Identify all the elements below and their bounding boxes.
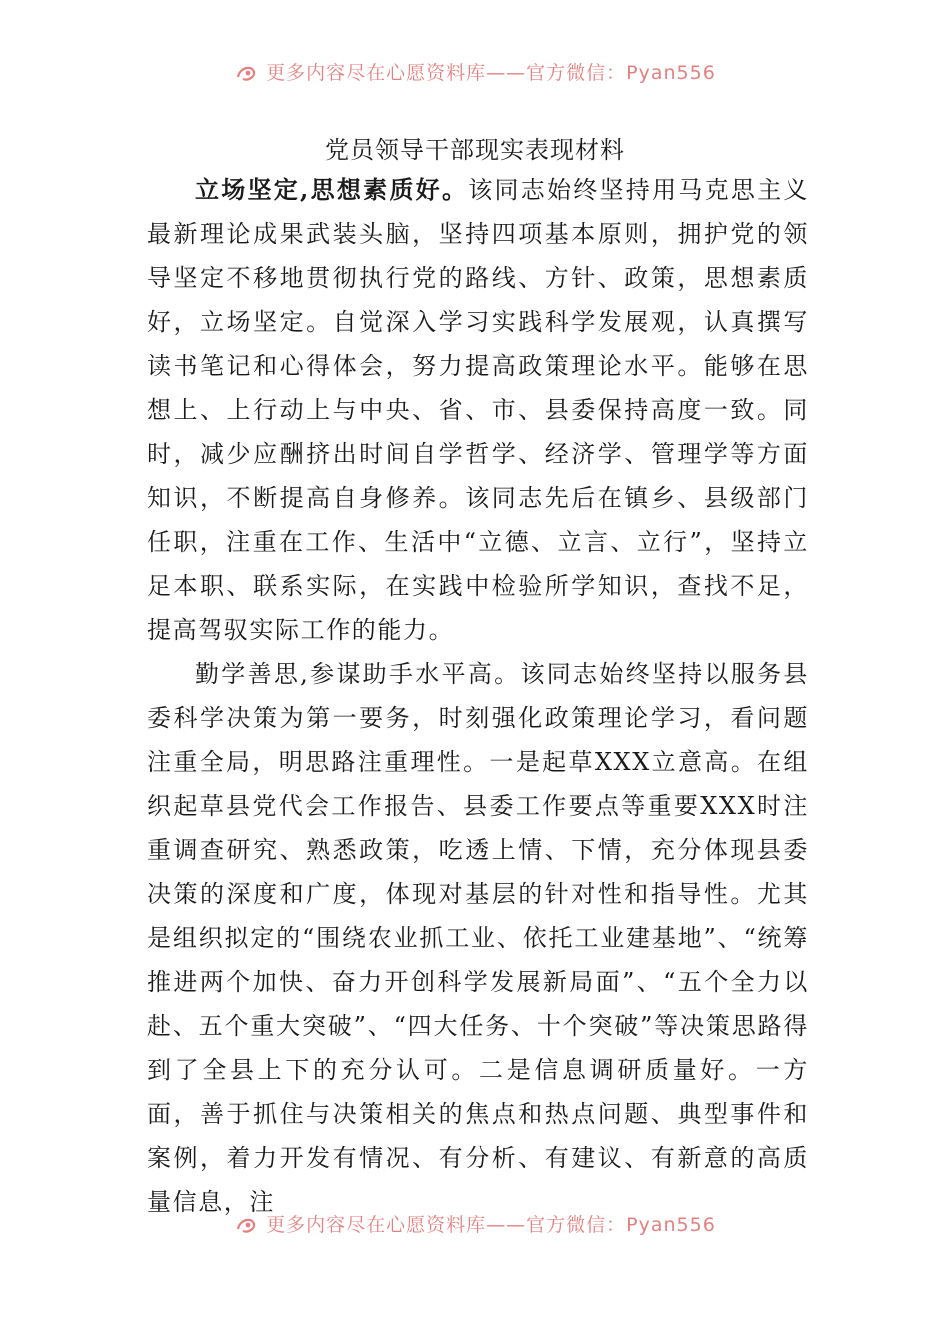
paragraph-1: [147, 168, 809, 652]
paragraph-2-heading: 勤学善思,参谋助手水平高。: [195, 660, 521, 688]
document-body: [147, 168, 809, 1224]
watermark-text: 更多内容尽在心愿资料库——官方微信：Pyan556: [266, 1214, 716, 1236]
watermark-top: [0, 58, 950, 85]
watermark-text: 更多内容尽在心愿资料库——官方微信：Pyan556: [266, 62, 716, 84]
watermark-logo-icon: [234, 1215, 260, 1237]
paragraph-1-heading: 立场坚定,思想素质好。: [195, 175, 469, 204]
paragraph-2-body: 该同志始终坚持以服务县委科学决策为第一要务，时刻强化政策理论学习，看问题注重全局，明思路注重理性。一是起草XXX立意高。在组织起草县党代会工作报告、县委工作要点等重要XXX时注重调查研究、熟悉政策，吃透上情、下情，充分体现县委决策的深度和广度，体现对基层的针对性和指导性。尤其是组织拟定的“围绕农业抓工业、依托工业建基地”、“统筹推进两个加快、奋力开创科学发展新局面”、“五个全力以赴、五个重大突破”、“四大任务、十个突破”等决策思路得到了全县上下的充分认可。二是信息调研质量好。一方面，善于抓住与决策相关的焦点和热点问题、典型事件和案例，着力开发有情况、有分析、有建议、有新意的高质量信息，注: [147, 660, 809, 1216]
document-title: 党员领导干部现实表现材料: [325, 136, 625, 164]
watermark-bottom: [0, 1210, 950, 1237]
paragraph-2: [147, 652, 809, 1224]
watermark-logo-icon: [234, 63, 260, 85]
paragraph-1-body: 该同志始终坚持用马克思主义最新理论成果武装头脑，坚持四项基本原则，拥护党的领导坚定不移地贯彻执行党的路线、方针、政策，思想素质好，立场坚定。自觉深入学习实践科学发展观，认真撰写读书笔记和心得体会，努力提高政策理论水平。能够在思想上、上行动上与中央、省、市、县委保持高度一致。同时，减少应酬挤出时间自学哲学、经济学、管理学等方面知识，不断提高自身修养。该同志先后在镇乡、县级部门任职，注重在工作、生活中“立德、立言、立行”，坚持立足本职、联系实际，在实践中检验所学知识，查找不足，提高驾驭实际工作的能力。: [147, 176, 809, 644]
